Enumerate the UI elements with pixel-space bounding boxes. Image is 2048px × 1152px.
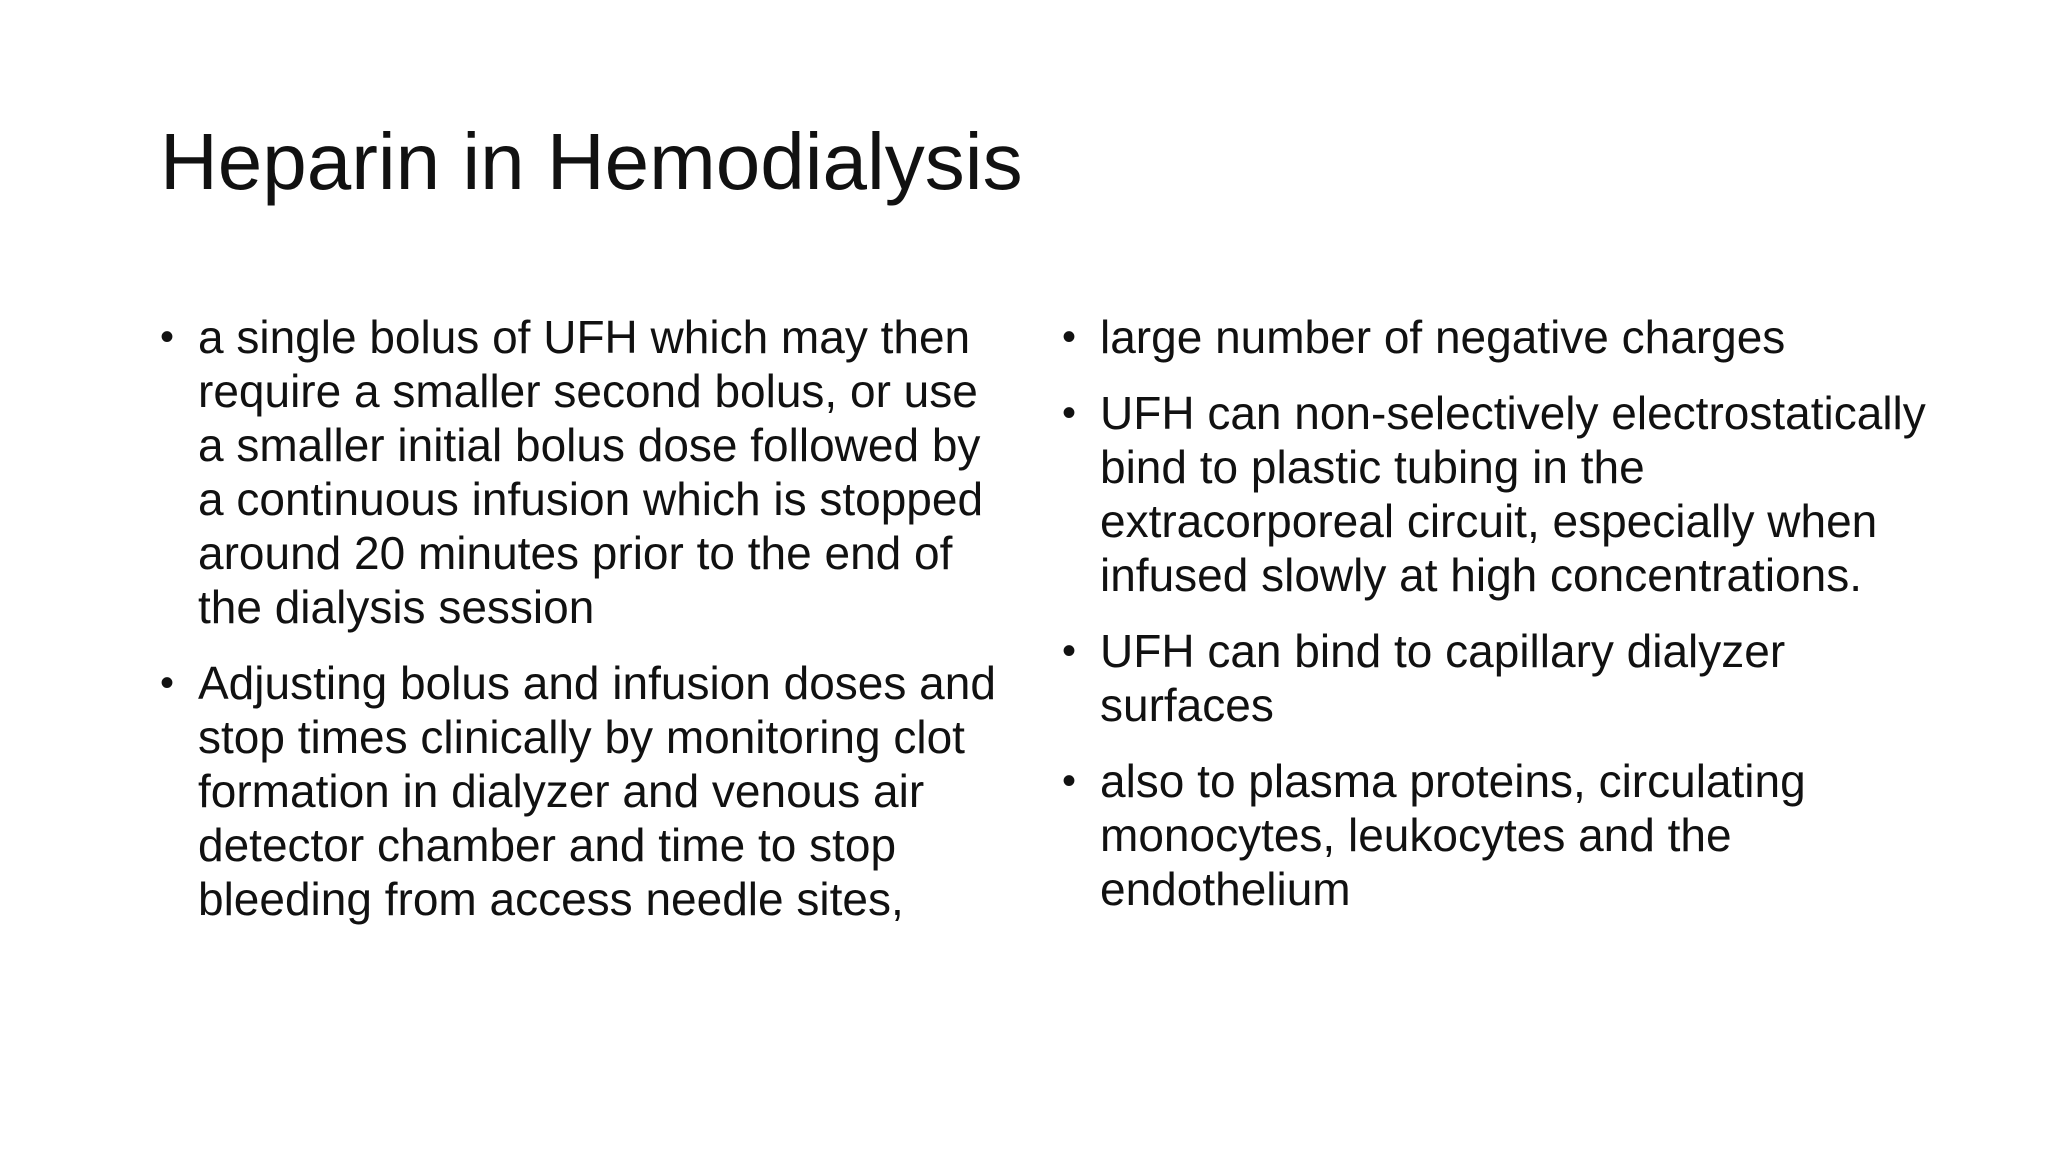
- bullet-text: Adjusting bolus and infusion doses and stop times clinically by monitoring clot formation in dialyzer and venous air detector chamber and time to stop bleeding from access needle sites,: [198, 657, 996, 925]
- bullet-dot-icon: •: [160, 661, 175, 705]
- slide-title: Heparin in Hemodialysis: [160, 117, 1023, 206]
- bullet-dot-icon: •: [1062, 315, 1077, 359]
- bullet-item: [160, 310, 1010, 634]
- bullet-dot-icon: •: [1062, 629, 1077, 673]
- bullet-text: UFH can non-selectively electrostatically bind to plastic tubing in the extracorporeal circuit, especially when infused slowly at high concentrations.: [1100, 387, 1926, 601]
- bullet-text: also to plasma proteins, circulating monocytes, leukocytes and the endothelium: [1100, 755, 1806, 915]
- bullet-item: [1062, 386, 1942, 602]
- bullet-item: [1062, 624, 1942, 732]
- bullet-item: [160, 656, 1010, 926]
- left-bullet-list: [160, 310, 1010, 948]
- bullet-item: [1062, 310, 1942, 364]
- bullet-item: [1062, 754, 1942, 916]
- bullet-dot-icon: •: [160, 315, 175, 359]
- bullet-dot-icon: •: [1062, 391, 1077, 435]
- bullet-dot-icon: •: [1062, 759, 1077, 803]
- bullet-text: a single bolus of UFH which may then require a smaller second bolus, or use a smaller initial bolus dose followed by a continuous infusion which is stopped around 20 minutes prior to the end of the dialysis session: [198, 311, 984, 633]
- bullet-text: large number of negative charges: [1100, 311, 1786, 363]
- bullet-text: UFH can bind to capillary dialyzer surfaces: [1100, 625, 1786, 731]
- right-bullet-list: [1062, 310, 1942, 938]
